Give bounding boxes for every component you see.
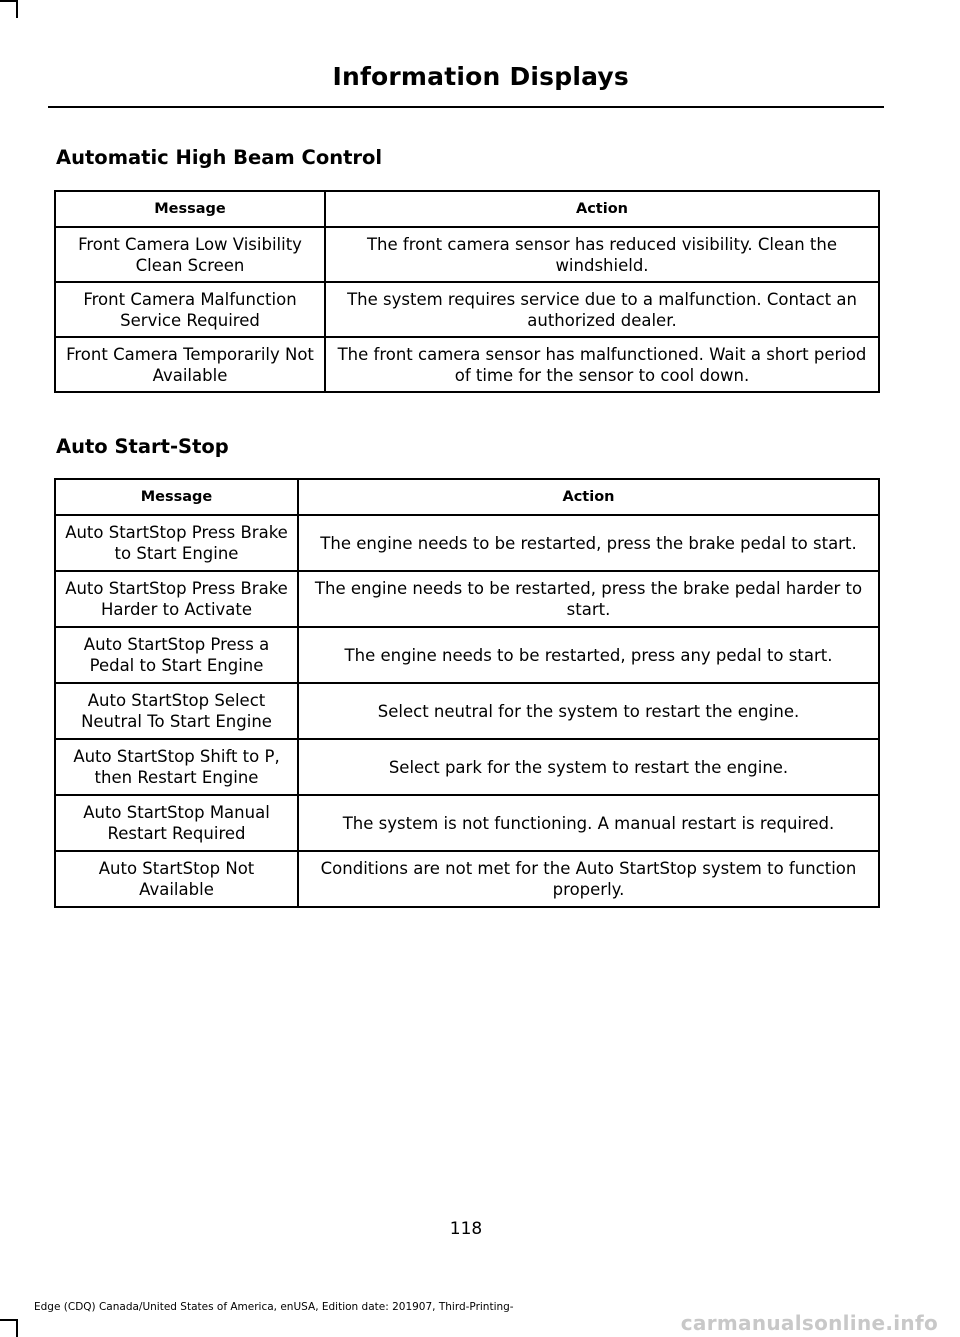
action-cell: The engine needs to be restarted, press the brake pedal to start.: [298, 515, 879, 571]
message-cell: Auto StartStop Not Available: [55, 851, 298, 907]
action-cell: The system is not functioning. A manual restart is required.: [298, 795, 879, 851]
message-cell: Front Camera Low Visibility Clean Screen: [55, 227, 325, 282]
table-header-row: [55, 191, 879, 227]
message-cell: Auto StartStop Press Brake Harder to Activate: [55, 571, 298, 627]
message-table-high-beam: [54, 190, 880, 393]
message-cell: Front Camera Malfunction Service Required: [55, 282, 325, 337]
table-header-row: [55, 479, 879, 515]
action-cell: Conditions are not met for the Auto StartStop system to function properly.: [298, 851, 879, 907]
table-row: [55, 515, 879, 571]
crop-mark-top-left: [16, 0, 18, 18]
action-cell: Select neutral for the system to restart the engine.: [298, 683, 879, 739]
table-row: [55, 739, 879, 795]
column-header-message: Message: [55, 191, 325, 227]
table-row: [55, 851, 879, 907]
message-cell: Auto StartStop Press Brake to Start Engine: [55, 515, 298, 571]
action-cell: Select park for the system to restart the engine.: [298, 739, 879, 795]
action-cell: The engine needs to be restarted, press the brake pedal harder to start.: [298, 571, 879, 627]
page-title: Information Displays: [332, 62, 629, 91]
page-number: 118: [449, 1219, 483, 1239]
action-cell: The system requires service due to a malfunction. Contact an authorized dealer.: [325, 282, 879, 337]
table-row: [55, 627, 879, 683]
column-header-message: Message: [55, 479, 298, 515]
message-cell: Auto StartStop Press a Pedal to Start Engine: [55, 627, 298, 683]
table-row: [55, 337, 879, 392]
section-title: Automatic High Beam Control: [56, 146, 383, 169]
section-title: Auto Start-Stop: [56, 435, 229, 458]
table-row: [55, 795, 879, 851]
watermark: carmanualsonline.info: [680, 1311, 938, 1335]
action-cell: The front camera sensor has malfunctioned. Wait a short period of time for the sensor to cool down.: [325, 337, 879, 392]
header-divider: [48, 106, 884, 108]
table-row: [55, 227, 879, 282]
message-table-auto-start-stop: [54, 478, 880, 908]
message-cell: Auto StartStop Select Neutral To Start Engine: [55, 683, 298, 739]
edition-footer: Edge (CDQ) Canada/United States of America, enUSA, Edition date: 201907, Third-Printing-: [34, 1301, 514, 1313]
action-cell: The front camera sensor has reduced visibility. Clean the windshield.: [325, 227, 879, 282]
message-cell: Front Camera Temporarily Not Available: [55, 337, 325, 392]
crop-mark-bottom-left: [16, 1319, 18, 1337]
table-row: [55, 282, 879, 337]
table-row: [55, 683, 879, 739]
message-cell: Auto StartStop Shift to P, then Restart Engine: [55, 739, 298, 795]
column-header-action: Action: [325, 191, 879, 227]
column-header-action: Action: [298, 479, 879, 515]
message-cell: Auto StartStop Manual Restart Required: [55, 795, 298, 851]
action-cell: The engine needs to be restarted, press any pedal to start.: [298, 627, 879, 683]
table-row: [55, 571, 879, 627]
